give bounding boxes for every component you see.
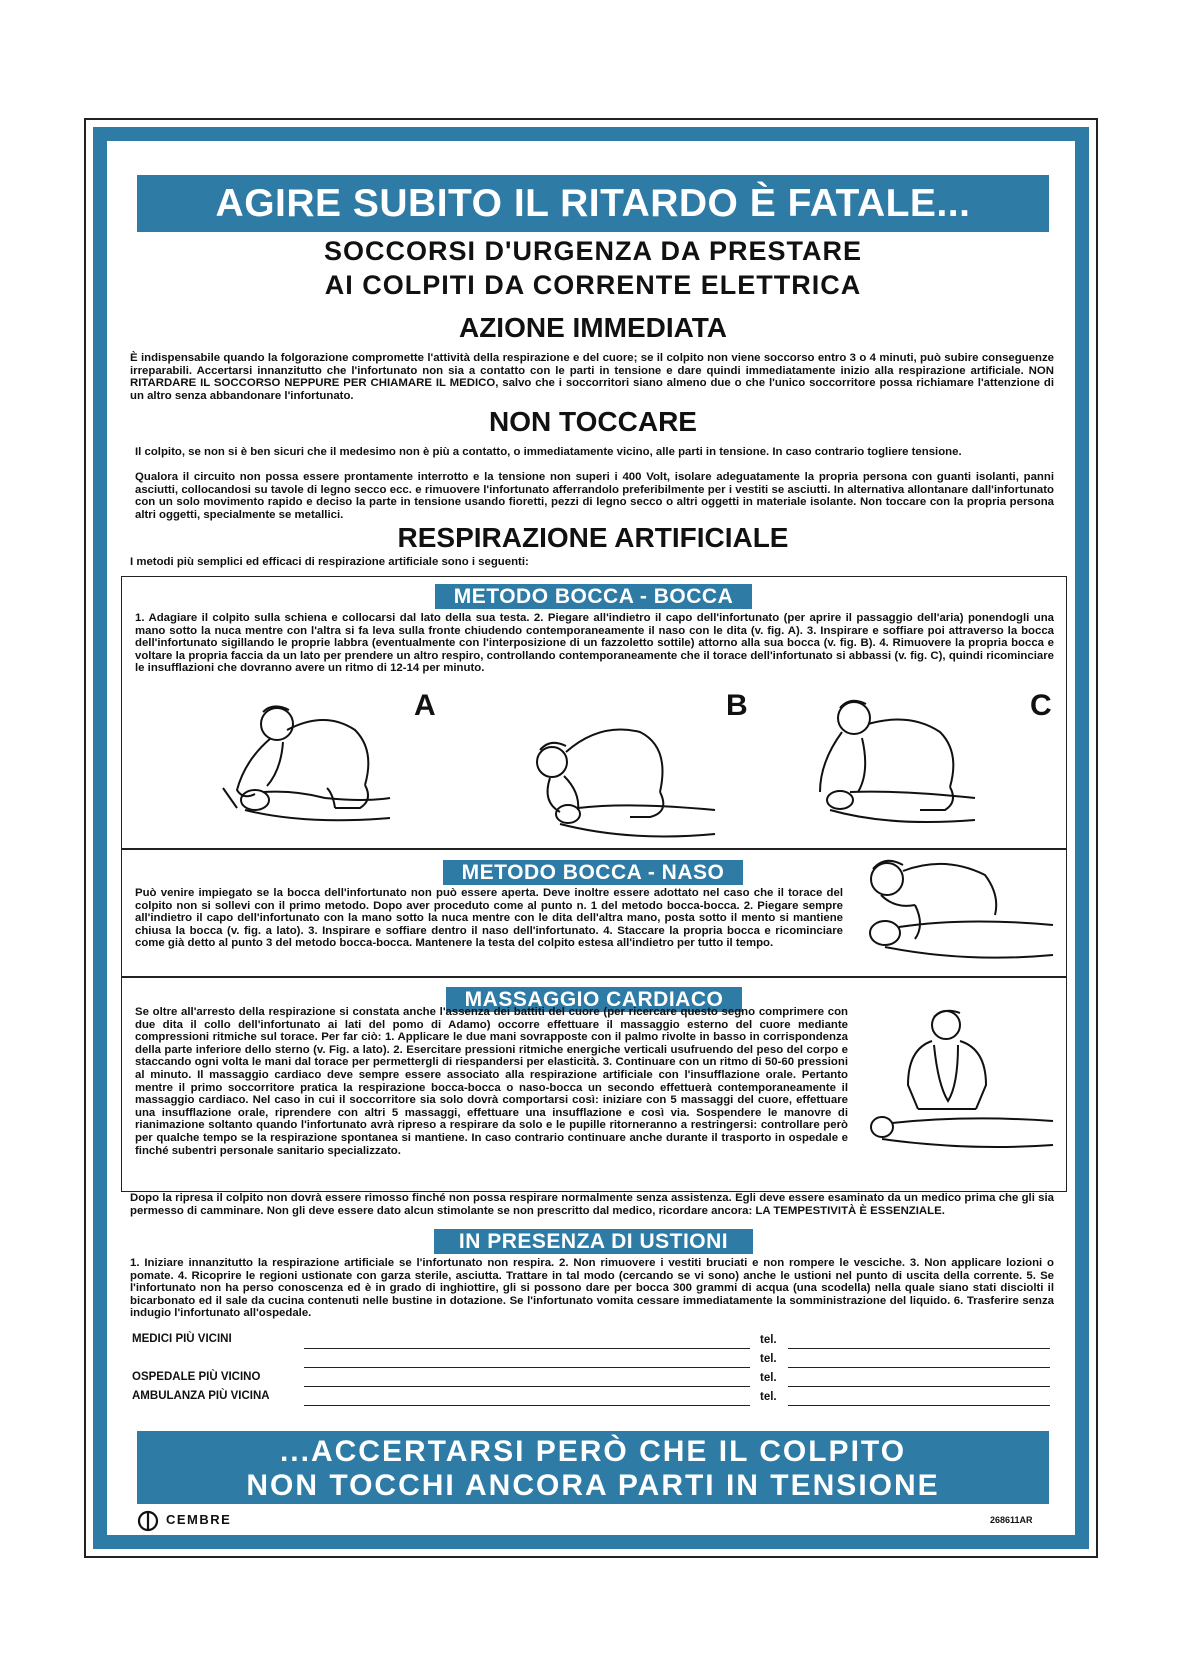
non-toccare-text-1: Il colpito, se non si è ben sicuri che il medesimo non è più a contatto, o immediatamente vicino, alle parti in tensione. In caso contrario togliere tensione. bbox=[135, 446, 962, 458]
tag-massaggio: MASSAGGIO CARDIACO bbox=[446, 987, 742, 1012]
title-banner: AGIRE SUBITO IL RITARDO È FATALE... bbox=[137, 175, 1049, 232]
fig-label-c: C bbox=[1030, 689, 1052, 722]
figure-a-illustration bbox=[215, 690, 395, 840]
azione-text: È indispensabile quando la folgorazione compromette l'attività della respirazione e del cuore; se il colpito non viene soccorso entro 3 o 4 minuti, può subire conseguenze irreparabili. Accertarsi innanzitutto che l'infortunato non sia a contatto con le parti in tensione e dare quindi immediatamente inizio alla respirazione artificiale. NON RITARDARE IL SOCCORSO NEPPURE PER CHIAMARE IL MEDICO, salvo che i soccorritori siano almeno due o che l'unico soccorritore possa richiamare l'attenzione di un altro senza abbandonare l'infortunato. bbox=[130, 352, 1054, 402]
bocca-naso-text: Può venire impiegato se la bocca dell'infortunato non può essere aperta. Deve inoltre essere adottato nel caso che il torace del colpito non si sollevi con il primo metodo. Dopo aver proceduto come al punto n. 1 del metodo bocca-bocca. 2. Piegare sempre all'indietro il capo dell'infortunato con la mano sotto la nuca mentre con le dita dell'altra mano, posta sotto il mento si mantiene chiusa la bocca (v. fig. a lato). 3. Inspirare e soffiare dentro il naso dell'infortunato. 4. Staccare la propria bocca e ricominciare come già detto al punto 3 del metodo bocca-bocca. Mantenere la testa del colpito estesa all'indietro per tutto il tempo. bbox=[135, 887, 843, 950]
footer-line-1: ...ACCERTARSI PERÒ CHE IL COLPITO bbox=[279, 1435, 907, 1468]
medici-line-2[interactable] bbox=[304, 1367, 750, 1368]
fig-label-a: A bbox=[414, 689, 436, 722]
non-toccare-text-2: Qualora il circuito non possa essere prontamente interrotto e la tensione non superi i 400 Volt, isolare adeguatamente la propria persona con guanti isolanti, panni asciutti, collocandosi su tavole di legno secco ecc. e rimuovere l'infortunato afferrandolo preferibilmente per i vestiti se asciutti. In alternativa allontanare dall'infortunato con un solo movimento rapido e deciso la parte in tensione usando fioretti, pezzi di legno secco o altri oggetti in materiale isolante. Non toccare con la propria persona altri oggetti, specialmente se metallici. bbox=[135, 471, 1054, 521]
subtitle-line-1: SOCCORSI D'URGENZA DA PRESTARE bbox=[324, 236, 862, 266]
ustioni-text: 1. Iniziare innanzitutto la respirazione artificiale se l'infortunato non respira. 2. Non rimuovere i vestiti bruciati e non rompere le vesciche. 3. Non applicare lozioni o pomate. 4. Ricoprire le regioni ustionate con garza sterile, asciutta. Trattare in tal modo (cercando se vi sono) anche le ustioni nel punto di uscita della corrente. 5. Se l'infortunato non ha perso conoscenza ed è in grado di inghiottire, gli si possono dare per bocca 300 grammi di acqua (una scodella) nella quale siano stati disciolti il bicarbonato ed il sale da cucina contenuti nelle bustine in dotazione. Se l'infortunato vomita cessare immediatamente la somministrazione del liquido. 6. Trasferire senza indugio l'infortunato all'ospedale. bbox=[130, 1257, 1054, 1320]
tag-ustioni: IN PRESENZA DI USTIONI bbox=[434, 1229, 753, 1254]
label-ospedale: OSPEDALE PIÙ VICINO bbox=[132, 1371, 261, 1383]
product-code: 268611AR bbox=[990, 1515, 1033, 1525]
respirazione-intro: I metodi più semplici ed efficaci di respirazione artificiale sono i seguenti: bbox=[130, 556, 529, 568]
bocca-bocca-text: 1. Adagiare il colpito sulla schiena e collocarsi dal lato della sua testa. 2. Piegare all'indietro il capo dell'infortunato (per aprire il passaggio dell'aria) ponendogli una mano sotto la nuca mentre con l'altra si fa leva sulla fronte chiudendo contemporaneamente il naso con le dita (v. fig. A). 3. Inspirare e soffiare poi attraverso la bocca dell'infortunato sigillando le proprie labbra (eventualmente con l'interposizione di un fazzoletto sottile) attorno alla sua bocca (v. fig. B). 4. Rimuovere la propria bocca e voltare la propria faccia da un lato per prendere un altro respiro, controllando contemporaneamente che il torace dell'infortunato si abbassi (v. fig. C), quindi ricominciare le insufflazioni che dovranno avere un ritmo di 12-14 per minuto. bbox=[135, 612, 1054, 675]
medici-line-1[interactable] bbox=[304, 1348, 750, 1349]
footer-banner bbox=[137, 1431, 1049, 1504]
non-toccare-heading: NON TOCCARE bbox=[489, 406, 697, 437]
figure-massaggio-illustration bbox=[868, 1005, 1058, 1165]
ambulanza-line[interactable] bbox=[304, 1405, 750, 1406]
cembre-logo-icon bbox=[137, 1510, 159, 1532]
figure-c-illustration bbox=[800, 692, 980, 842]
figure-b-illustration bbox=[520, 722, 720, 847]
label-medici: MEDICI PIÙ VICINI bbox=[132, 1333, 232, 1345]
dopo-text: Dopo la ripresa il colpito non dovrà essere rimosso finché non possa respirare normalmente senza assistenza. Egli deve essere esaminato da un medico prima che gli sia permesso di camminare. Non gli deve essere dato alcun stimolante se non prescritto dal medico, ricordare ancora: LA TEMPESTIVITÀ È ESSENZIALE. bbox=[130, 1192, 1054, 1217]
tel-label-3: tel. bbox=[760, 1372, 777, 1384]
tel-label-1: tel. bbox=[760, 1334, 777, 1346]
tel-label-2: tel. bbox=[760, 1353, 777, 1365]
tag-bocca-bocca: METODO BOCCA - BOCCA bbox=[435, 584, 752, 609]
footer-line-2: NON TOCCHI ANCORA PARTI IN TENSIONE bbox=[246, 1469, 940, 1502]
tel-label-4: tel. bbox=[760, 1391, 777, 1403]
subtitle-line-2: AI COLPITI DA CORRENTE ELETTRICA bbox=[324, 270, 862, 300]
brand-name: CEMBRE bbox=[166, 1512, 232, 1527]
tel-line-1[interactable] bbox=[788, 1348, 1050, 1349]
tel-line-3[interactable] bbox=[788, 1386, 1050, 1387]
tel-line-4[interactable] bbox=[788, 1405, 1050, 1406]
respirazione-heading: RESPIRAZIONE ARTIFICIALE bbox=[397, 522, 789, 553]
fig-label-b: B bbox=[726, 689, 748, 722]
ospedale-line[interactable] bbox=[304, 1386, 750, 1387]
label-ambulanza: AMBULANZA PIÙ VICINA bbox=[132, 1390, 270, 1402]
massaggio-text: Se oltre all'arresto della respirazione si constata anche l'assenza dei battiti del cuore (per ricercare questo segno comprimere con due dita il collo dell'infortunato ai lati del pomo di Adamo) occorre effettuare il massaggio esterno del cuore mediante compressioni ritmiche sul torace. Per far ciò: 1. Applicare le due mani sovrapposte con il palmo rivolte in basso in corrispondenza della parte inferiore dello sterno (v. Fig. a lato). 2. Esercitare pressioni ritmiche energiche verticali usufruendo del peso del corpo e staccando ogni volta le mani dal torace per permettergli di riespandersi per elasticità. 3. Continuare con un ritmo di 50-60 pressioni al minuto. Il massaggio cardiaco deve sempre essere associato alla respirazione artificiale con l'insufflazione orale. Pertanto mentre il primo soccorritore pratica la respirazione bocca-bocca o naso-bocca un secondo effettuerà contemporaneamente il massaggio cardiaco. Nel caso in cui il soccorritore sia solo dovrà comportarsi così: iniziare con 5 massaggi del cuore, effettuare una insufflazione orale, riprendere con altri 5 massaggi, effettuare una insufflazione e così via. Sospendere le manovre di rianimazione soltanto quando l'infortunato avrà ripreso a respirare da solo e le pupille ritorneranno a restringersi: controllare però per qualche tempo se la respirazione spontanea si mantiene. In caso contrario continuare anche durante il trasporto in ospedale e finché subentri personale sanitario specializzato. bbox=[135, 1006, 848, 1157]
azione-heading: AZIONE IMMEDIATA bbox=[458, 312, 728, 343]
figure-bocca-naso-illustration bbox=[855, 855, 1055, 973]
tel-line-2[interactable] bbox=[788, 1367, 1050, 1368]
tag-bocca-naso: METODO BOCCA - NASO bbox=[443, 860, 743, 885]
